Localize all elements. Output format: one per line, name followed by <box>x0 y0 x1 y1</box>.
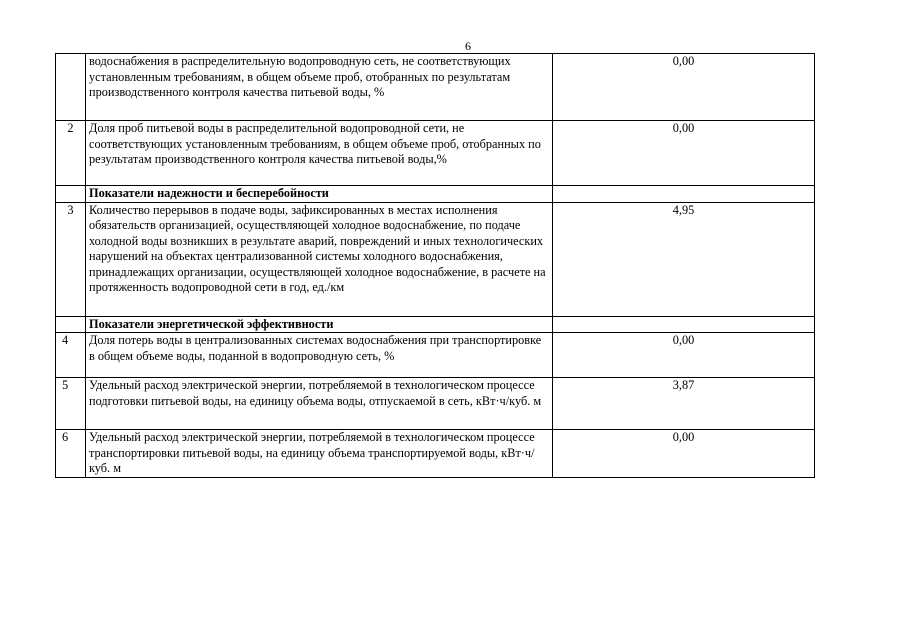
row-number: 5 <box>56 378 86 430</box>
indicator-value: 0,00 <box>553 121 815 186</box>
indicator-name: Доля потерь воды в централизованных системах водоснабжения при транспортировке в общем объеме воды, поданной в водопроводную сеть, % <box>86 333 553 378</box>
section-value-empty <box>553 316 815 333</box>
table-row <box>56 54 815 121</box>
section-title: Показатели энергетической эффективности <box>86 316 553 333</box>
row-number-empty <box>56 316 86 333</box>
row-number <box>56 54 86 121</box>
table-row <box>56 202 815 316</box>
section-header-row <box>56 186 815 203</box>
indicator-value: 0,00 <box>553 430 815 478</box>
table-row <box>56 430 815 478</box>
table-row <box>56 333 815 378</box>
section-value-empty <box>553 186 815 203</box>
indicator-name: Доля проб питьевой воды в распределительной водопроводной сети, не соответствующих установленным требованиям, в общем объеме проб, отобранных по результатам производственного контроля качества питьевой воды,% <box>86 121 553 186</box>
row-number: 6 <box>56 430 86 478</box>
indicator-name: Удельный расход электрической энергии, потребляемой в технологическом процессе подготовки питьевой воды, на единицу объема воды, отпускаемой в сеть, кВт·ч/куб. м <box>86 378 553 430</box>
table-row <box>56 378 815 430</box>
indicator-name: водоснабжения в распределительную водопроводную сеть, не соответствующих установленным требованиям, в общем объеме проб, отобранных по результатам производственного контроля качества питьевой воды, % <box>86 54 553 121</box>
indicator-value: 4,95 <box>553 202 815 316</box>
section-header-row <box>56 316 815 333</box>
row-number: 3 <box>56 202 86 316</box>
row-number: 2 <box>56 121 86 186</box>
page-number: 6 <box>465 39 471 53</box>
section-title: Показатели надежности и бесперебойности <box>86 186 553 203</box>
indicator-value: 3,87 <box>553 378 815 430</box>
indicator-name: Количество перерывов в подаче воды, зафиксированных в местах исполнения обязательств организацией, осуществляющей холодное водоснабжение, по подаче холодной воды возникших в результате аварий, повреждений и иных технологических нарушений на объектах централизованной системы холодного водоснабжения, принадлежащих организации, осуществляющей холодное водоснабжение, в расчете на протяженность водопроводной сети в год, ед./км <box>86 202 553 316</box>
indicator-name: Удельный расход электрической энергии, потребляемой в технологическом процессе транспортировки питьевой воды, на единицу объема транспортируемой воды, кВт·ч/куб. м <box>86 430 553 478</box>
row-number-empty <box>56 186 86 203</box>
indicators-table <box>55 53 815 478</box>
row-number: 4 <box>56 333 86 378</box>
indicator-value: 0,00 <box>553 54 815 121</box>
table-row <box>56 121 815 186</box>
indicator-value: 0,00 <box>553 333 815 378</box>
